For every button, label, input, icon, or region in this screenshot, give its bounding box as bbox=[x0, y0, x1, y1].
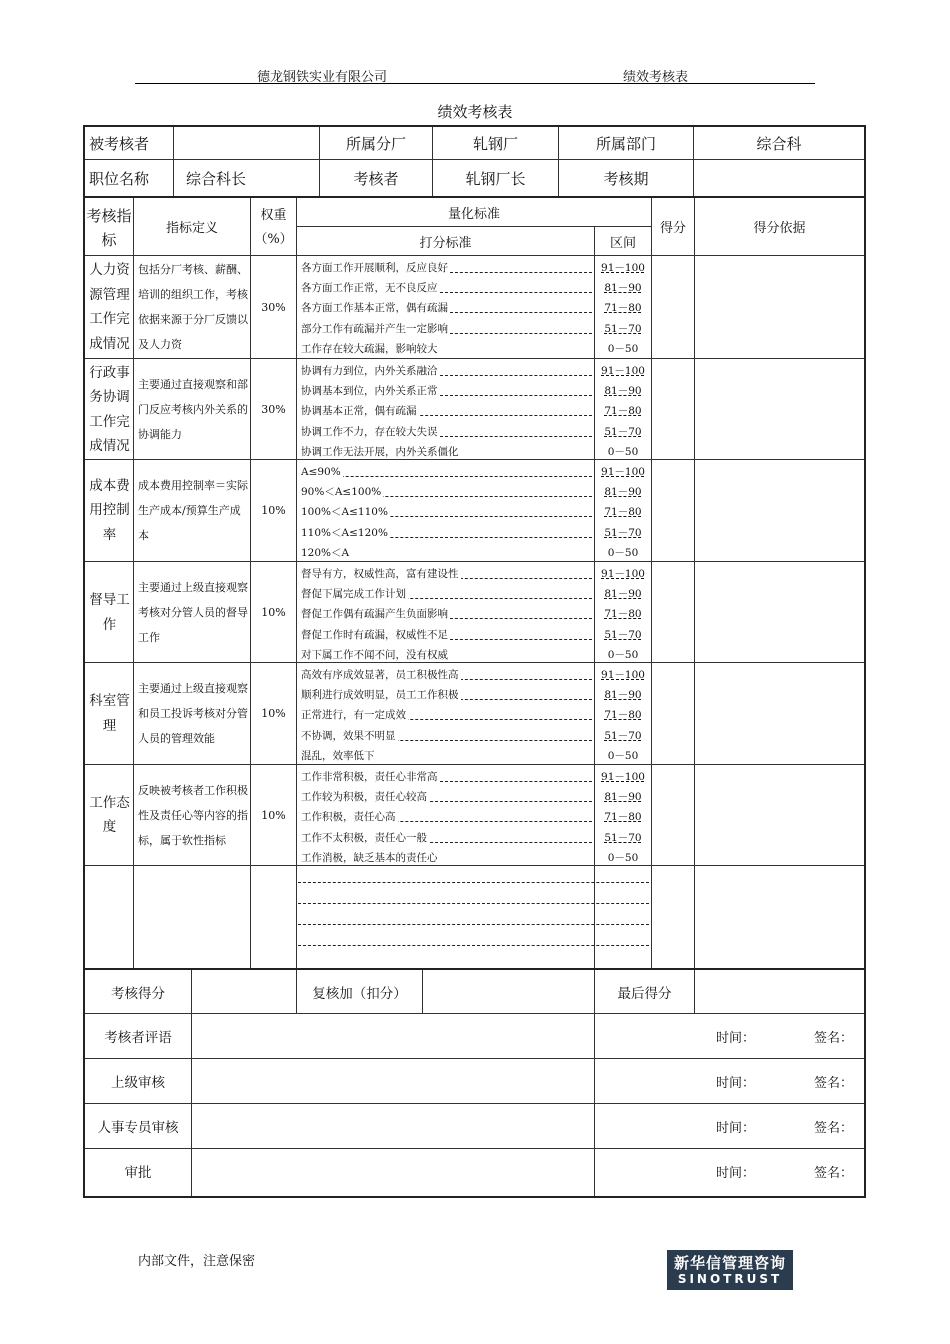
indicator-weight: 30% bbox=[261, 403, 286, 416]
criterion bbox=[297, 807, 594, 827]
signoff-time: 时间： bbox=[716, 1075, 756, 1091]
head-score: 得分 bbox=[659, 221, 686, 236]
criterion-range: 81－90 bbox=[604, 588, 642, 601]
criterion-text: 各方面工作开展顺利，反应良好 bbox=[301, 262, 448, 274]
criterion-text: 工作积极，责任心高 bbox=[301, 811, 396, 824]
basis-cell[interactable] bbox=[695, 765, 864, 865]
criterion-range: 71－80 bbox=[604, 709, 642, 722]
label-position: 职位名称 bbox=[89, 169, 150, 188]
signoff-time: 时间： bbox=[716, 1030, 756, 1046]
signoff-time: 时间： bbox=[716, 1165, 756, 1181]
criterion bbox=[297, 523, 594, 543]
criterion-range: 51－70 bbox=[604, 628, 642, 641]
signoff-label: 上级审核 bbox=[111, 1075, 165, 1091]
indicator-name: 督导工作 bbox=[89, 592, 130, 633]
basis-cell[interactable] bbox=[695, 256, 864, 358]
criterion-text: 工作非常积极，责任心非常高 bbox=[301, 771, 438, 783]
indicator-weight: 30% bbox=[261, 300, 286, 314]
criterion-text: 100%＜A≤110% bbox=[301, 506, 388, 519]
basis-cell[interactable] bbox=[695, 460, 864, 561]
doc-name: 绩效考核表 bbox=[623, 70, 689, 85]
criterion bbox=[297, 482, 594, 502]
head-quant: 量化标准 bbox=[447, 206, 500, 222]
signoff-comment[interactable] bbox=[192, 1014, 594, 1058]
signoff-comment[interactable] bbox=[192, 1104, 594, 1148]
criterion-range: 81－90 bbox=[604, 689, 642, 702]
page-title: 绩效考核表 bbox=[437, 103, 513, 121]
indicator-weight: 10% bbox=[261, 606, 286, 619]
indicator-definition: 成本费用控制率＝实际生产成本/预算生产成本 bbox=[138, 479, 248, 542]
criterion-range: 71－80 bbox=[604, 506, 642, 519]
criterion-range: 81－90 bbox=[604, 385, 642, 398]
value-period[interactable] bbox=[694, 160, 864, 196]
label-final: 最后得分 bbox=[617, 985, 672, 1002]
criterion-text: 协调基本到位，内外关系正常 bbox=[301, 385, 438, 398]
criterion bbox=[297, 848, 594, 868]
criterion-range: 0－50 bbox=[607, 546, 639, 559]
score-cell[interactable] bbox=[652, 562, 694, 663]
criterion-text: 部分工作有疏漏并产生一定影响 bbox=[301, 322, 448, 335]
criterion bbox=[297, 828, 594, 848]
criterion bbox=[297, 361, 594, 381]
value-department: 综合科 bbox=[756, 134, 802, 153]
criterion-text: 督促下属完成工作计划 bbox=[301, 588, 406, 601]
signoff-time: 时间： bbox=[716, 1120, 756, 1136]
criterion bbox=[297, 401, 594, 421]
indicator-name: 行政事务协调工作完成情况 bbox=[89, 364, 130, 454]
criterion bbox=[297, 442, 594, 462]
logo-cn: 新华信管理咨询 bbox=[673, 1254, 786, 1272]
indicator-weight: 10% bbox=[261, 808, 286, 822]
label-review: 复核加（扣分） bbox=[312, 985, 407, 1002]
indicator-name: 科室管理 bbox=[89, 693, 130, 734]
criterion-text: 工作消极，缺乏基本的责任心 bbox=[301, 851, 438, 864]
label-period: 考核期 bbox=[603, 169, 649, 188]
basis-cell[interactable] bbox=[695, 562, 864, 663]
criterion-range: 71－80 bbox=[604, 608, 642, 621]
criterion-text: 120%＜A bbox=[301, 546, 350, 559]
criterion-text: 工作较为积极，责任心较高 bbox=[301, 791, 427, 804]
criterion-text: 90%＜A≤100% bbox=[301, 486, 382, 499]
criterion bbox=[297, 645, 594, 665]
head-definition: 指标定义 bbox=[165, 221, 218, 236]
header-rule bbox=[135, 83, 815, 84]
value-branch: 轧钢厂 bbox=[472, 134, 518, 153]
criterion-range: 71－80 bbox=[604, 302, 642, 315]
criterion bbox=[297, 339, 594, 359]
criterion-text: 110%＜A≤120% bbox=[301, 526, 388, 539]
value-assessor: 轧钢厂长 bbox=[465, 169, 526, 188]
value-position: 综合科长 bbox=[186, 169, 247, 188]
label-examinee: 被考核者 bbox=[89, 134, 150, 153]
signoff-sign: 签名： bbox=[814, 1165, 854, 1181]
criterion-text: A≤90% bbox=[301, 466, 341, 478]
criterion bbox=[297, 422, 594, 442]
logo-en: SINOTRUST bbox=[677, 1272, 783, 1286]
criterion bbox=[297, 726, 594, 746]
criterion-range: 0－50 bbox=[607, 851, 639, 864]
indicator-weight: 10% bbox=[261, 504, 286, 517]
criterion-range: 51－70 bbox=[604, 425, 642, 438]
label-score: 考核得分 bbox=[111, 985, 165, 1002]
indicator-name: 工作态度 bbox=[89, 794, 130, 835]
signoff-label: 考核者评语 bbox=[104, 1030, 172, 1046]
criterion-text: 高效有序成效显著，员工积极性高 bbox=[301, 669, 459, 681]
indicator-definition: 主要通过直接观察和部门反应考核内外关系的协调能力 bbox=[138, 378, 248, 441]
criterion bbox=[297, 319, 594, 339]
score-cell[interactable] bbox=[652, 663, 694, 764]
criterion bbox=[297, 705, 594, 725]
criterion-text: 协调工作不力，存在较大失误 bbox=[301, 425, 438, 438]
criterion-range: 81－90 bbox=[604, 486, 642, 499]
criterion-text: 协调有力到位，内外关系融洽 bbox=[301, 365, 438, 377]
criterion bbox=[297, 665, 594, 685]
signoff-sign: 签名： bbox=[814, 1120, 854, 1136]
criterion bbox=[297, 584, 594, 604]
indicator-name: 人力资源管理工作完成情况 bbox=[89, 262, 130, 352]
criterion-range: 51－70 bbox=[604, 831, 642, 844]
criterion-text: 协调工作无法开展，内外关系僵化 bbox=[301, 445, 459, 458]
criterion bbox=[297, 502, 594, 522]
criterion-range: 51－70 bbox=[604, 729, 642, 742]
signoff-comment[interactable] bbox=[192, 1149, 594, 1193]
criterion bbox=[297, 543, 594, 563]
criterion bbox=[297, 564, 594, 584]
criterion-text: 督导有方，权威性高，富有建设性 bbox=[301, 568, 459, 580]
criterion bbox=[297, 685, 594, 705]
head-weight: 权重（%） bbox=[254, 207, 293, 247]
criterion-text: 各方面工作基本正常，偶有疏漏 bbox=[301, 302, 448, 315]
criterion-text: 督促工作时有疏漏，权威性不足 bbox=[301, 628, 448, 641]
criterion-text: 工作不太积极，责任心一般 bbox=[301, 831, 427, 844]
indicator-definition: 反映被考核者工作积极性及责任心等内容的指标，属于软性指标 bbox=[138, 783, 248, 847]
criterion bbox=[297, 462, 594, 482]
basis-cell[interactable] bbox=[695, 663, 864, 764]
criterion bbox=[297, 746, 594, 766]
criterion bbox=[297, 298, 594, 318]
criterion bbox=[297, 767, 594, 787]
criterion bbox=[297, 258, 594, 278]
criterion-range: 91－100 bbox=[601, 568, 645, 580]
company-name: 德龙钢铁实业有限公司 bbox=[257, 70, 388, 85]
criterion-range: 51－70 bbox=[604, 526, 642, 539]
indicator-definition: 主要通过上级直接观察考核对分管人员的督导工作 bbox=[138, 581, 248, 644]
signoff-sign: 签名： bbox=[814, 1030, 854, 1046]
signoff-sign: 签名： bbox=[814, 1075, 854, 1091]
criterion-range: 91－100 bbox=[601, 262, 645, 274]
criterion-range: 91－100 bbox=[601, 466, 645, 478]
criterion bbox=[297, 381, 594, 401]
label-department: 所属部门 bbox=[595, 134, 656, 153]
score-cell[interactable] bbox=[652, 765, 694, 865]
criterion-range: 71－80 bbox=[604, 405, 642, 418]
criterion bbox=[297, 625, 594, 645]
signoff-comment[interactable] bbox=[192, 1059, 594, 1103]
value-score[interactable] bbox=[192, 970, 296, 1013]
criterion-text: 协调基本正常，偶有疏漏 bbox=[301, 405, 417, 418]
criterion-range: 91－100 bbox=[601, 669, 645, 681]
criterion-range: 81－90 bbox=[604, 282, 642, 295]
footer-note: 内部文件，注意保密 bbox=[138, 1254, 256, 1269]
criterion-range: 91－100 bbox=[601, 771, 645, 783]
indicator-name: 成本费用控制率 bbox=[89, 477, 130, 543]
criterion-range: 81－90 bbox=[604, 791, 642, 804]
criterion-range: 51－70 bbox=[604, 322, 642, 335]
score-cell[interactable] bbox=[652, 460, 694, 561]
score-cell[interactable] bbox=[652, 359, 694, 460]
criterion-text: 顺利进行成效明显，员工工作积极 bbox=[301, 689, 459, 702]
criterion-text: 混乱，效率低下 bbox=[301, 749, 375, 762]
criterion-range: 71－80 bbox=[604, 811, 642, 824]
criterion bbox=[297, 278, 594, 298]
criterion-range: 0－50 bbox=[607, 445, 639, 458]
value-examinee[interactable] bbox=[174, 127, 319, 159]
label-branch: 所属分厂 bbox=[345, 134, 406, 153]
criterion-range: 0－50 bbox=[607, 749, 639, 762]
criterion-text: 督促工作偶有疏漏产生负面影响 bbox=[301, 608, 448, 621]
indicator-definition: 包括分厂考核、薪酬、培训的组织工作，考核依据来源于分厂反馈以及人力资 bbox=[138, 263, 248, 351]
criterion-text: 工作存在较大疏漏，影响较大 bbox=[301, 342, 438, 355]
criterion-range: 91－100 bbox=[601, 365, 645, 377]
value-final[interactable] bbox=[695, 970, 864, 1013]
indicator-weight: 10% bbox=[261, 707, 286, 720]
criterion-text: 正常进行，有一定成效 bbox=[301, 709, 406, 722]
criterion bbox=[297, 787, 594, 807]
head-scoring: 打分标准 bbox=[419, 235, 472, 251]
indicator-definition: 主要通过上级直接观察和员工投诉考核对分管人员的管理效能 bbox=[138, 682, 248, 745]
criterion-text: 不协调，效果不明显 bbox=[301, 729, 396, 742]
criterion-text: 对下属工作不闻不问，没有权威 bbox=[301, 648, 448, 661]
criterion-text: 各方面工作正常，无不良反应 bbox=[301, 282, 438, 295]
criterion-range: 0－50 bbox=[607, 342, 639, 355]
score-cell[interactable] bbox=[652, 256, 694, 358]
value-review[interactable] bbox=[423, 970, 594, 1013]
sinotrust-logo bbox=[667, 1250, 793, 1290]
head-basis: 得分依据 bbox=[753, 221, 806, 236]
signoff-label: 人事专员审核 bbox=[97, 1120, 179, 1136]
criterion-range: 0－50 bbox=[607, 648, 639, 661]
signoff-label: 审批 bbox=[124, 1165, 152, 1181]
label-assessor: 考核者 bbox=[353, 169, 399, 188]
basis-cell[interactable] bbox=[695, 359, 864, 460]
head-indicator: 考核指标 bbox=[86, 206, 132, 249]
criterion bbox=[297, 604, 594, 624]
head-interval: 区间 bbox=[609, 235, 636, 251]
